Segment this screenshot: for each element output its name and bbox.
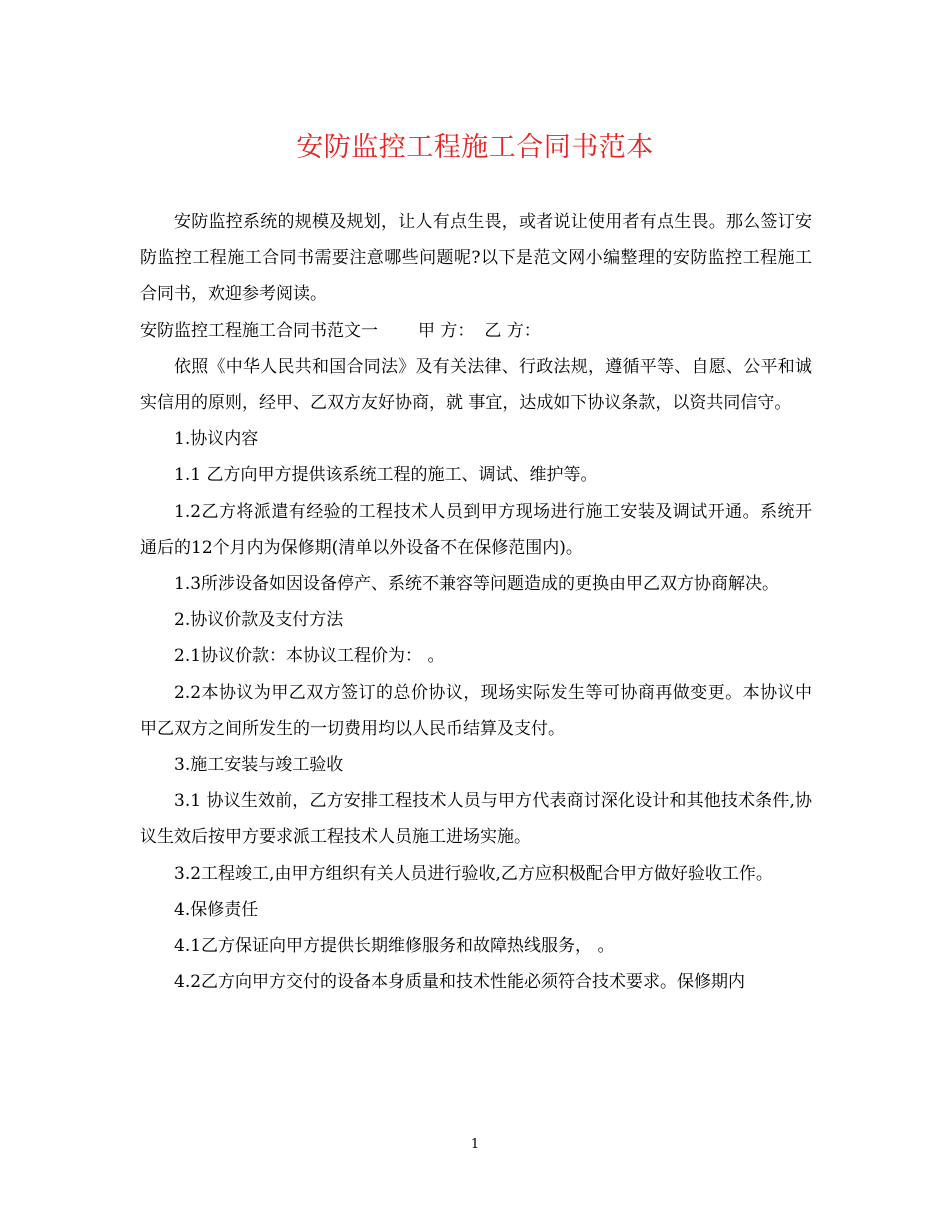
clause-1-2: 1.2乙方将派遣有经验的工程技术人员到甲方现场进行施工安装及调试开通。系统开通后的12个月内为保修期(清单以外设备不在保修范围内)。 xyxy=(140,501,812,558)
paragraph-preamble: 依照《中华人民共和国合同法》及有关法律、行政法规，遵循平等、自愿、公平和诚实信用的原则，经甲、乙双方友好协商，就 事宜，达成如下协议条款，以资共同信守。 xyxy=(140,356,812,414)
section-heading-3: 3.施工安装与竣工验收 xyxy=(174,755,344,776)
clause-1-1: 1.1 乙方向甲方提供该系统工程的施工、调试、维护等。 xyxy=(174,465,598,486)
document-title: 安防监控工程施工合同书范本 xyxy=(296,132,654,163)
section-heading-4: 4.保修责任 xyxy=(174,899,259,920)
document-body xyxy=(140,204,812,1000)
clause-1-3: 1.3所涉设备如因设备停产、系统不兼容等问题造成的更换由甲乙双方协商解决。 xyxy=(174,574,780,595)
clause-2-1: 2.1协议价款：本协议工程价为： 。 xyxy=(174,646,445,667)
section-heading-1: 1.协议内容 xyxy=(174,429,259,450)
section-heading-2: 2.协议价款及支付方法 xyxy=(174,610,344,631)
sample-heading-text: 安防监控工程施工合同书范文一 xyxy=(140,320,378,341)
clause-3-2: 3.2工程竣工,由甲方组织有关人员进行验收,乙方应积极配合甲方做好验收工作。 xyxy=(174,863,773,884)
paragraph-sample-heading xyxy=(140,313,812,349)
clause-4-2: 4.2乙方向甲方交付的设备本身质量和技术性能必须符合技术要求。保修期内 xyxy=(174,972,746,993)
party-b-label: 乙 方： xyxy=(484,320,541,341)
clause-4-1: 4.1乙方保证向甲方提供长期维修服务和故障热线服务， 。 xyxy=(174,936,615,957)
clause-2-2: 2.2本协议为甲乙双方签订的总价协议，现场实际发生等可协商再做变更。本协议中甲乙双方之间所发生的一切费用均以人民币结算及支付。 xyxy=(140,682,812,739)
page-number: 1 xyxy=(470,1137,480,1152)
clause-3-1: 3.1 协议生效前，乙方安排工程技术人员与甲方代表商讨深化设计和其他技术条件,协议生效后按甲方要求派工程技术人员施工进场实施。 xyxy=(140,791,812,848)
paragraph-intro: 安防监控系统的规模及规划，让人有点生畏，或者说让使用者有点生畏。那么签订安防监控工程施工合同书需要注意哪些问题呢?以下是范文网小编整理的安防监控工程施工合同书，欢迎参考阅读。 xyxy=(140,212,812,305)
party-a-label: 甲 方： xyxy=(418,320,475,341)
